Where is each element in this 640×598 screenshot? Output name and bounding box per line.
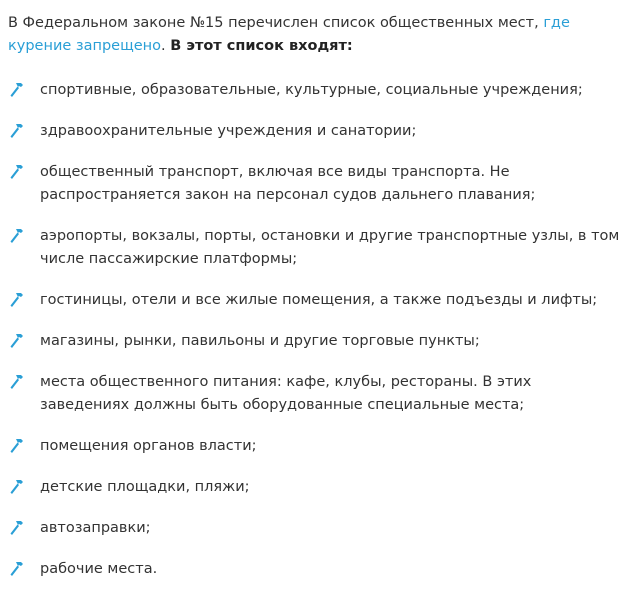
list-item-text: спортивные, образовательные, культурные, социальные учреждения; [40, 82, 583, 98]
list-item [8, 289, 620, 312]
list-item-text: аэропорты, вокзалы, порты, остановки и другие транспортные узлы, в том числе пассажирские платформы; [40, 228, 620, 267]
intro-text: В Федеральном законе №15 перечислен список общественных мест, [8, 15, 544, 31]
hammer-icon [8, 478, 26, 496]
list-item [8, 330, 620, 353]
list-item-text: общественный транспорт, включая все виды транспорта. Не распространяется закон на персонал судов дальнего плавания; [40, 164, 536, 203]
list-item-text: гостиницы, отели и все жилые помещения, а также подъезды и лифты; [40, 292, 598, 308]
list-item [8, 161, 620, 207]
hammer-icon [8, 437, 26, 455]
intro-bold-text: В этот список входят [170, 38, 347, 54]
list-item-text: автозаправки; [40, 520, 151, 536]
list-item-text: помещения органов власти; [40, 438, 257, 454]
public-places-list [8, 79, 620, 581]
list-item [8, 435, 620, 458]
hammer-icon [8, 163, 26, 181]
hammer-icon [8, 560, 26, 578]
hammer-icon [8, 519, 26, 537]
hammer-icon [8, 332, 26, 350]
list-item [8, 371, 620, 417]
list-item [8, 517, 620, 540]
list-item-text: магазины, рынки, павильоны и другие торговые пункты; [40, 333, 480, 349]
list-item-text: здравоохранительные учреждения и санатории; [40, 123, 417, 139]
hammer-icon [8, 227, 26, 245]
hammer-icon [8, 291, 26, 309]
intro-period: . [161, 38, 171, 54]
list-item-text: детские площадки, пляжи; [40, 479, 250, 495]
hammer-icon [8, 81, 26, 99]
list-item [8, 79, 620, 102]
list-item-text: рабочие места. [40, 561, 158, 577]
hammer-icon [8, 373, 26, 391]
list-item [8, 476, 620, 499]
list-item [8, 558, 620, 581]
list-item [8, 225, 620, 271]
smoking-ban-link[interactable]: где курение запрещено [8, 15, 570, 54]
list-item [8, 120, 620, 143]
intro-paragraph [8, 12, 620, 58]
hammer-icon [8, 122, 26, 140]
intro-colon: : [346, 38, 353, 54]
list-item-text: места общественного питания: кафе, клубы, рестораны. В этих заведениях должны быть оборудованные специальные места; [40, 374, 532, 413]
